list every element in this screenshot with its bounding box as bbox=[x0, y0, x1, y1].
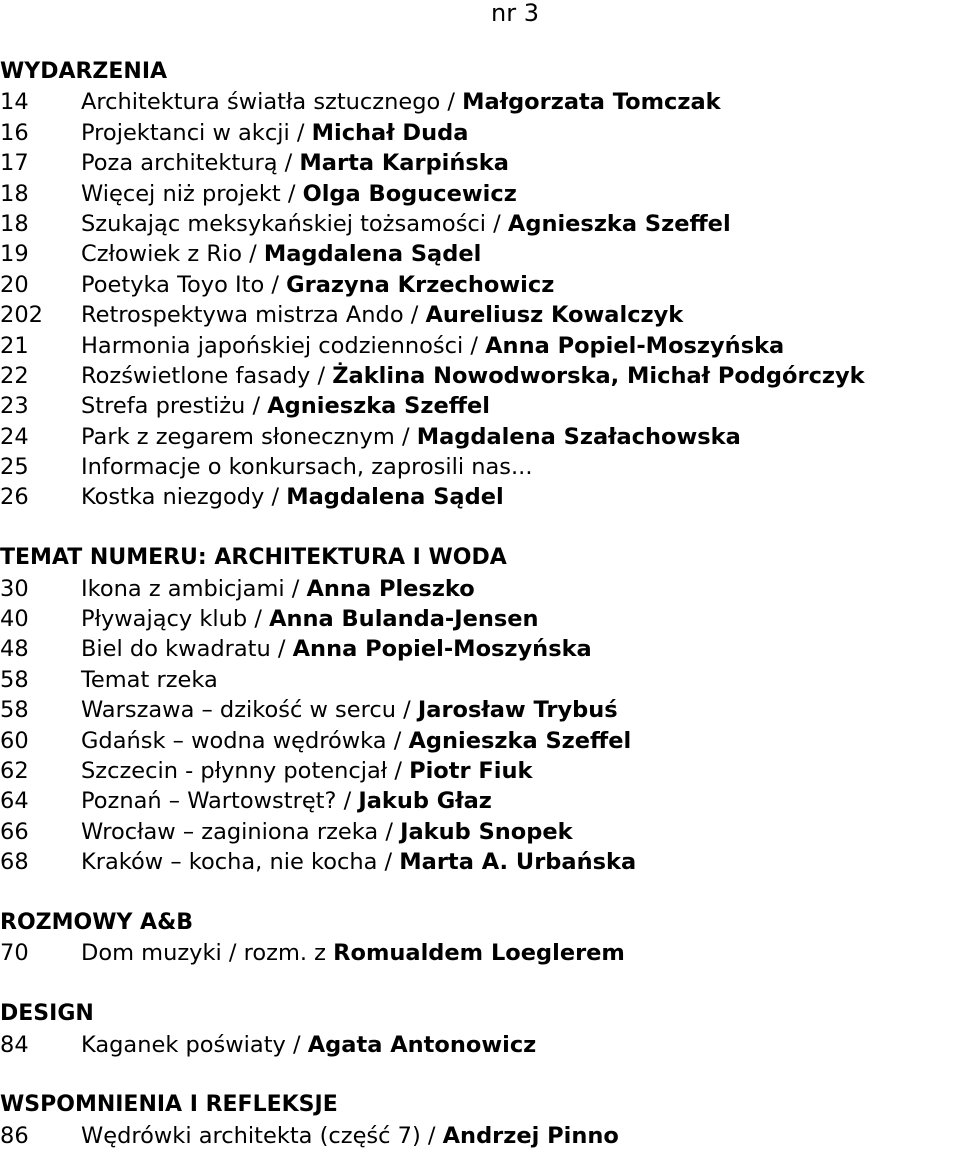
author-name: Marta A. Urbańska bbox=[399, 849, 637, 876]
article-title: Kostka niezgody / bbox=[81, 484, 287, 511]
author-name: Agnieszka Szeffel bbox=[408, 727, 632, 754]
page-number: 86 bbox=[0, 1122, 29, 1149]
author-name: Marta Karpińska bbox=[299, 150, 509, 177]
entry-text bbox=[81, 148, 509, 178]
page-number: 19 bbox=[0, 241, 29, 268]
article-title: Projektanci w akcji / bbox=[81, 119, 312, 146]
article-title: Dom muzyki / rozm. z bbox=[81, 940, 334, 967]
toc-entry bbox=[0, 756, 960, 786]
entry-text bbox=[81, 270, 554, 300]
article-title: Szukając meksykańskiej tożsamości / bbox=[81, 210, 508, 237]
author-name: Anna Popiel-Moszyńska bbox=[485, 332, 785, 359]
article-title: Szczecin - płynny potencjał / bbox=[81, 758, 410, 785]
author-name: Anna Bulanda-Jensen bbox=[269, 606, 539, 633]
toc-entry bbox=[0, 665, 960, 695]
entry-text bbox=[81, 847, 636, 877]
page-number: 26 bbox=[0, 484, 29, 511]
author-name: Małgorzata Tomczak bbox=[462, 89, 721, 116]
author-name: Magdalena Sądel bbox=[263, 241, 482, 268]
page-number: 58 bbox=[0, 697, 29, 724]
toc-entry bbox=[0, 391, 960, 421]
author-name: Agnieszka Szeffel bbox=[507, 210, 731, 237]
section-spacer bbox=[0, 878, 960, 908]
page-number: 30 bbox=[0, 575, 29, 602]
author-name: Anna Pleszko bbox=[306, 575, 475, 602]
article-title: Gdańsk – wodna wędrówka / bbox=[81, 727, 409, 754]
entry-text bbox=[81, 300, 683, 330]
article-title: Wędrówki architekta (część 7) / bbox=[81, 1122, 443, 1149]
author-name: Agata Antonowicz bbox=[307, 1031, 537, 1058]
author-name: Grazyna Krzechowicz bbox=[286, 271, 555, 298]
author-name: Romualdem Loeglerem bbox=[333, 940, 625, 967]
entry-text bbox=[81, 1121, 619, 1151]
entry-text bbox=[81, 118, 468, 148]
toc-entry bbox=[0, 786, 960, 816]
toc-entry bbox=[0, 574, 960, 604]
toc-entry bbox=[0, 817, 960, 847]
page-number: 62 bbox=[0, 758, 29, 785]
page-number: 14 bbox=[0, 89, 29, 116]
article-title: Ikona z ambicjami / bbox=[81, 575, 307, 602]
author-name: Żaklina Nowodworska, Michał Podgórczyk bbox=[332, 362, 865, 389]
author-name: Piotr Fiuk bbox=[409, 758, 533, 785]
author-name: Agnieszka Szeffel bbox=[267, 393, 490, 420]
article-title: Park z zegarem słonecznym / bbox=[81, 423, 417, 450]
toc-entry bbox=[0, 331, 960, 361]
section-spacer bbox=[0, 969, 960, 999]
page-number: 48 bbox=[0, 636, 29, 663]
toc-entry bbox=[0, 361, 960, 391]
article-title: Temat rzeka bbox=[81, 666, 218, 693]
toc-entry bbox=[0, 209, 960, 239]
toc-entry bbox=[0, 239, 960, 269]
page-number: 84 bbox=[0, 1031, 29, 1058]
author-name: Magdalena Sądel bbox=[286, 484, 504, 511]
article-title: Architektura światła sztucznego / bbox=[81, 89, 463, 116]
toc-entry bbox=[0, 270, 960, 300]
entry-text bbox=[81, 817, 573, 847]
entry-text bbox=[81, 422, 741, 452]
page-number: 18 bbox=[0, 210, 29, 237]
page-number: 22 bbox=[0, 362, 29, 389]
entry-text bbox=[81, 756, 533, 786]
page-number: 66 bbox=[0, 818, 29, 845]
article-title: Informacje o konkursach, zaprosili nas... bbox=[81, 454, 533, 481]
entry-text bbox=[81, 634, 592, 664]
toc-entry bbox=[0, 938, 960, 968]
article-title: Harmonia japońskiej codzienności / bbox=[81, 332, 486, 359]
article-title: Pływający klub / bbox=[81, 606, 270, 633]
section-title: TEMAT NUMERU: ARCHITEKTURA I WODA bbox=[0, 545, 507, 571]
page-number: 25 bbox=[0, 454, 29, 481]
entry-text bbox=[81, 665, 218, 695]
toc-entry bbox=[0, 179, 960, 209]
table-of-contents bbox=[0, 57, 960, 1151]
entry-text bbox=[81, 331, 784, 361]
page-number: 60 bbox=[0, 727, 29, 754]
article-title: Warszawa – dzikość w sercu / bbox=[81, 697, 418, 724]
page-number: 58 bbox=[0, 666, 29, 693]
entry-text bbox=[81, 87, 721, 117]
article-title: Retrospektywa mistrza Ando / bbox=[81, 302, 426, 329]
entry-text bbox=[81, 604, 539, 634]
section-title: WSPOMNIENIA I REFLEKSJE bbox=[0, 1092, 338, 1118]
entry-text bbox=[81, 209, 731, 239]
toc-entry bbox=[0, 1030, 960, 1060]
toc-entry bbox=[0, 87, 960, 117]
section-title: ROZMOWY A&B bbox=[0, 909, 194, 935]
page-number: 40 bbox=[0, 606, 29, 633]
entry-text bbox=[81, 179, 517, 209]
author-name: Michał Duda bbox=[311, 119, 469, 146]
page-number: 64 bbox=[0, 788, 29, 815]
toc-entry bbox=[0, 634, 960, 664]
issue-number: nr 3 bbox=[491, 0, 539, 27]
author-name: Magdalena Szałachowska bbox=[416, 423, 741, 450]
article-title: Biel do kwadratu / bbox=[81, 636, 293, 663]
page-number: 68 bbox=[0, 849, 29, 876]
article-title: Więcej niż projekt / bbox=[81, 180, 303, 207]
article-title: Poetyka Toyo Ito / bbox=[81, 271, 287, 298]
toc-entry bbox=[0, 422, 960, 452]
entry-text bbox=[81, 574, 475, 604]
page-number: 21 bbox=[0, 332, 29, 359]
entry-text bbox=[81, 695, 618, 725]
page-number: 24 bbox=[0, 423, 29, 450]
toc-entry bbox=[0, 148, 960, 178]
toc-entry bbox=[0, 300, 960, 330]
toc-entry bbox=[0, 695, 960, 725]
author-name: Aureliusz Kowalczyk bbox=[425, 302, 684, 329]
entry-text bbox=[81, 482, 504, 512]
article-title: Kaganek poświaty / bbox=[81, 1031, 308, 1058]
page-number: 20 bbox=[0, 271, 29, 298]
section-title: WYDARZENIA bbox=[0, 59, 168, 84]
section-spacer bbox=[0, 1060, 960, 1090]
article-title: Kraków – kocha, nie kocha / bbox=[81, 849, 400, 876]
section-title: DESIGN bbox=[0, 1001, 94, 1027]
author-name: Jakub Snopek bbox=[400, 818, 573, 845]
toc-entry bbox=[0, 604, 960, 634]
toc-entry bbox=[0, 452, 960, 482]
toc-entry bbox=[0, 726, 960, 756]
author-name: Jakub Głaz bbox=[358, 788, 492, 815]
article-title: Poznań – Wartowstręt? / bbox=[81, 788, 359, 815]
entry-text bbox=[81, 361, 865, 391]
author-name: Olga Bogucewicz bbox=[302, 180, 517, 207]
article-title: Poza architekturą / bbox=[81, 150, 300, 177]
entry-text bbox=[81, 452, 532, 482]
entry-text bbox=[81, 391, 490, 421]
author-name: Anna Popiel-Moszyńska bbox=[292, 636, 592, 663]
entry-text bbox=[81, 239, 481, 269]
article-title: Wrocław – zaginiona rzeka / bbox=[81, 818, 401, 845]
entry-text bbox=[81, 786, 492, 816]
entry-text bbox=[81, 938, 625, 968]
page-number: 16 bbox=[0, 119, 29, 146]
page-number: 17 bbox=[0, 150, 29, 177]
entry-text bbox=[81, 1030, 536, 1060]
article-title: Rozświetlone fasady / bbox=[81, 362, 333, 389]
toc-entry bbox=[0, 1121, 960, 1151]
page-number: 23 bbox=[0, 393, 29, 420]
page-number: 70 bbox=[0, 940, 29, 967]
toc-entry bbox=[0, 847, 960, 877]
toc-entry bbox=[0, 482, 960, 512]
page-number: 18 bbox=[0, 180, 29, 207]
toc-entry bbox=[0, 118, 960, 148]
entry-text bbox=[81, 726, 631, 756]
page-number: 202 bbox=[0, 302, 43, 329]
article-title: Człowiek z Rio / bbox=[81, 241, 264, 268]
section-spacer bbox=[0, 513, 960, 543]
author-name: Jarosław Trybuś bbox=[417, 697, 618, 724]
article-title: Strefa prestiżu / bbox=[81, 393, 268, 420]
author-name: Andrzej Pinno bbox=[442, 1122, 619, 1149]
